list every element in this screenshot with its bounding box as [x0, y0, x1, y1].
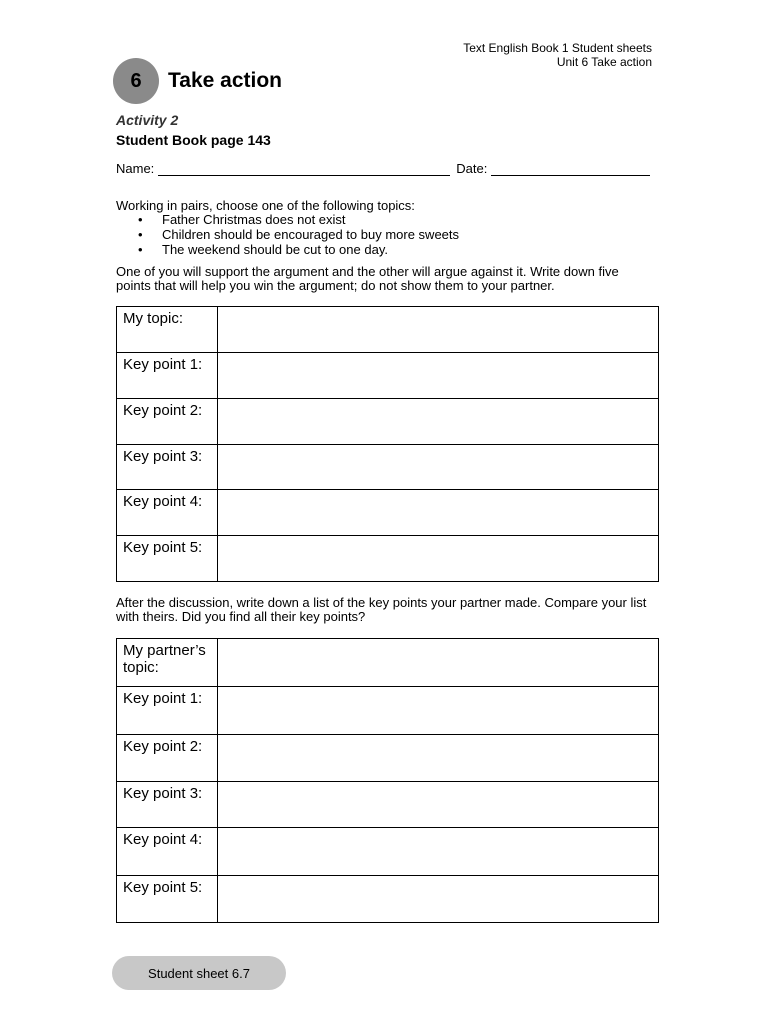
row-label: Key point 3:: [117, 445, 218, 490]
row-label: Key point 1:: [117, 687, 218, 735]
unit-number-badge: 6: [113, 58, 159, 104]
answer-cell[interactable]: [218, 876, 659, 923]
answer-cell[interactable]: [218, 735, 659, 782]
answer-cell[interactable]: [218, 490, 659, 536]
topic-item: • The weekend should be cut to one day.: [138, 242, 459, 257]
row-label: Key point 3:: [117, 782, 218, 828]
answer-cell[interactable]: [218, 353, 659, 399]
book-page-reference: Student Book page 143: [116, 132, 271, 148]
document-header: [463, 41, 652, 69]
row-label: My partner’s topic:: [117, 639, 218, 687]
page-title: Take action: [168, 69, 282, 92]
answer-cell[interactable]: [218, 445, 659, 490]
name-date-row: [116, 161, 650, 176]
row-label: Key point 4:: [117, 490, 218, 536]
row-label: Key point 2:: [117, 735, 218, 782]
answer-cell[interactable]: [218, 536, 659, 582]
book-title: Text English Book 1 Student sheets: [463, 41, 652, 55]
topic-list: [138, 212, 459, 257]
topic-item: • Father Christmas does not exist: [138, 212, 459, 227]
unit-title: Unit 6 Take action: [556, 55, 652, 69]
date-field[interactable]: [491, 163, 650, 176]
date-label: Date:: [456, 161, 488, 176]
instructions-text: One of you will support the argument and the other will argue against it. Write down five points that will help you win the argument; do not show them to your partner.: [116, 264, 619, 293]
name-field[interactable]: [158, 163, 450, 176]
student-sheet-label: Student sheet 6.7: [112, 956, 286, 990]
answer-cell[interactable]: [218, 399, 659, 445]
answer-cell[interactable]: [218, 307, 659, 353]
after-discussion-text: After the discussion, write down a list of the key points your partner made. Compare your list with theirs. Did you find all their key points?: [116, 595, 647, 624]
row-label: Key point 2:: [117, 399, 218, 445]
name-label: Name:: [116, 161, 155, 176]
answer-cell[interactable]: [218, 782, 659, 828]
activity-label: Activity 2: [116, 112, 179, 128]
answer-cell[interactable]: [218, 828, 659, 876]
row-label: Key point 1:: [117, 353, 218, 399]
partner-points-table: [116, 638, 659, 923]
intro-text: Working in pairs, choose one of the following topics:: [116, 198, 415, 213]
row-label: My topic:: [117, 307, 218, 353]
topic-item: • Children should be encouraged to buy more sweets: [138, 227, 459, 242]
row-label: Key point 4:: [117, 828, 218, 876]
answer-cell[interactable]: [218, 687, 659, 735]
answer-cell[interactable]: [218, 639, 659, 687]
my-points-table: [116, 306, 659, 582]
row-label: Key point 5:: [117, 536, 218, 582]
row-label: Key point 5:: [117, 876, 218, 923]
